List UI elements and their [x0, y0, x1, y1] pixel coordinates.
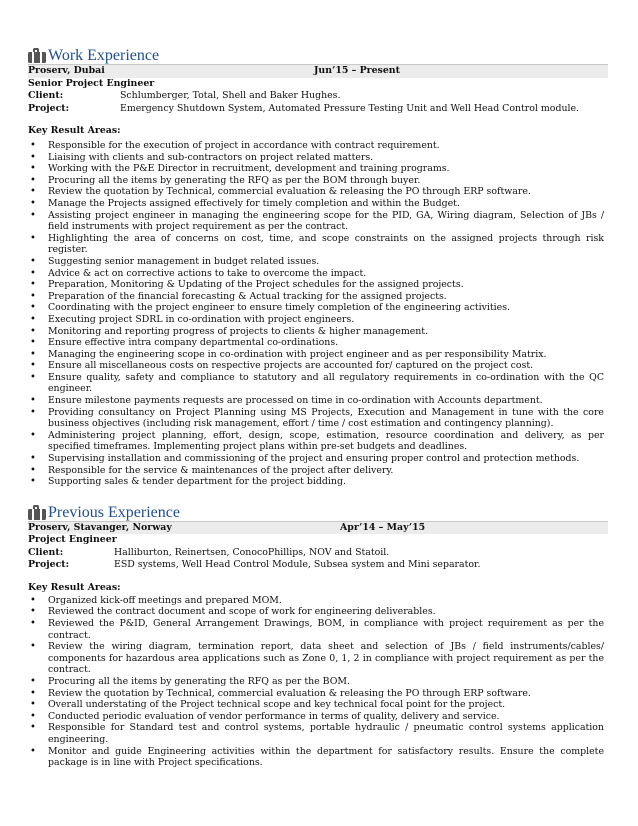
briefcase-icon [28, 505, 46, 520]
list-item: • Procuring all the items by generating the RFQ as per the BOM through buyer. [28, 175, 604, 187]
list-item: • Supervising installation and commissioning of the project and ensuring proper control and protection methods. [28, 453, 604, 465]
company-name: Proserv, Stavanger, Norway [28, 521, 172, 533]
list-item: • Administering project planning, effort, design, scope, estimation, resource coordination and delivery, as per specified timeframes. Implementing project plans within pre-set budgets and deadlines. [28, 430, 604, 453]
client-row [28, 90, 608, 103]
job-period: Apr’14 – May’15 [340, 521, 426, 533]
list-item: • Conducted periodic evaluation of vendor performance in terms of quality, delivery and service. [28, 711, 604, 723]
work-experience-heading [28, 42, 638, 64]
work-kra-list [28, 140, 604, 488]
list-item: • Monitor and guide Engineering activities within the department for satisfactory results. Ensure the complete package is in line with Project specifications. [28, 746, 604, 769]
list-item: • Organized kick-off meetings and prepared MOM. [28, 595, 604, 607]
project-row [28, 559, 608, 572]
previous-experience-title: Previous Experience [48, 503, 180, 521]
list-item: • Review the quotation by Technical, commercial evaluation & releasing the PO through ERP software. [28, 688, 604, 700]
key-result-areas-heading: Key Result Areas: [28, 125, 121, 136]
list-item: • Executing project SDRL in co-ordination with project engineers. [28, 314, 604, 326]
list-item: • Procuring all the items by generating the RFQ as per the BOM. [28, 676, 604, 688]
list-item: • Responsible for the execution of project in accordance with contract requirement. [28, 140, 604, 152]
job-role: Senior Project Engineer [28, 77, 155, 89]
list-item: • Reviewed the contract document and scope of work for engineering deliverables. [28, 606, 604, 618]
client-label: Client: [28, 90, 64, 101]
list-item: • Review the quotation by Technical, commercial evaluation & releasing the PO through ERP software. [28, 186, 604, 198]
project-value: Emergency Shutdown System, Automated Pressure Testing Unit and Well Head Control module. [120, 102, 580, 114]
job-header-row [28, 522, 608, 535]
list-item: • Review the wiring diagram, termination report, data sheet and selection of JBs / field instruments/cables/ components for hazardous area applications such as Zone 0, 1, 2 in compliance with project requirement as per the contract. [28, 641, 604, 676]
job-role-row [28, 534, 608, 547]
previous-kra-list [28, 595, 604, 769]
list-item: • Responsible for Standard test and control systems, portable hydraulic / pneumatic control systems application engineering. [28, 722, 604, 745]
list-item: • Monitoring and reporting progress of projects to clients & higher management. [28, 326, 604, 338]
list-item: • Highlighting the area of concerns on cost, time, and scope constraints on the assigned projects through risk register. [28, 233, 604, 256]
job-role: Project Engineer [28, 534, 117, 546]
list-item: • Overall understating of the Project technical scope and key technical focal point for the project. [28, 699, 604, 711]
list-item: • Assisting project engineer in managing the engineering scope for the PID, GA, Wiring diagram, Selection of JBs / field instruments with project requirement as per the contract. [28, 210, 604, 233]
job-role-row [28, 78, 608, 91]
project-row [28, 103, 608, 116]
list-item: • Advice & act on corrective actions to take to overcome the impact. [28, 268, 604, 280]
company-name: Proserv, Dubai [28, 65, 105, 76]
job-header-row [28, 65, 608, 78]
list-item: • Coordinating with the project engineer to ensure timely completion of the engineering activities. [28, 302, 604, 314]
list-item: • Ensure quality, safety and compliance to statutory and all regulatory requirements in co-ordination with the QC engineer. [28, 372, 604, 395]
list-item: • Ensure effective intra company departmental co-ordinations. [28, 337, 604, 349]
list-item: • Managing the engineering scope in co-ordination with project engineer and as per responsibility Matrix. [28, 349, 604, 361]
list-item: • Reviewed the P&ID, General Arrangement Drawings, BOM, in compliance with project requirement as per the contract. [28, 618, 604, 641]
client-value: Halliburton, Reinertsen, ConocoPhillips, NOV and Statoil. [114, 546, 390, 558]
work-experience-title: Work Experience [48, 47, 160, 64]
briefcase-icon [28, 48, 46, 63]
list-item: • Supporting sales & tender department for the project bidding. [28, 476, 604, 488]
list-item: • Preparation, Monitoring & Updating of the Project schedules for the assigned projects. [28, 279, 604, 291]
project-label: Project: [28, 102, 70, 114]
client-value: Schlumberger, Total, Shell and Baker Hughes. [120, 90, 341, 101]
list-item: • Responsible for the service & maintenances of the project after delivery. [28, 465, 604, 477]
list-item: • Ensure all miscellaneous costs on respective projects are accounted for/ captured on the project cost. [28, 360, 604, 372]
key-result-areas-heading: Key Result Areas: [28, 581, 121, 593]
list-item: • Working with the P&E Director in recruitment, development and training programs. [28, 163, 604, 175]
project-value: ESD systems, Well Head Control Module, Subsea system and Mini separator. [114, 559, 481, 571]
list-item: • Manage the Projects assigned effectively for timely completion and within the Budget. [28, 198, 604, 210]
project-label: Project: [28, 559, 70, 571]
list-item: • Suggesting senior management in budget related issues. [28, 256, 604, 268]
client-row [28, 547, 608, 560]
job-period: Jun’15 – Present [314, 65, 400, 76]
client-label: Client: [28, 546, 64, 558]
list-item: • Providing consultancy on Project Planning using MS Projects, Execution and Management in tune with the core business objectives (including risk management, effort / time / cost estimation and contingency planning). [28, 407, 604, 430]
list-item: • Ensure milestone payments requests are processed on time in co-ordination with Accounts department. [28, 395, 604, 407]
previous-experience-heading [28, 499, 638, 521]
list-item: • Preparation of the financial forecasting & Actual tracking for the assigned projects. [28, 291, 604, 303]
list-item: • Liaising with clients and sub-contractors on project related matters. [28, 152, 604, 164]
